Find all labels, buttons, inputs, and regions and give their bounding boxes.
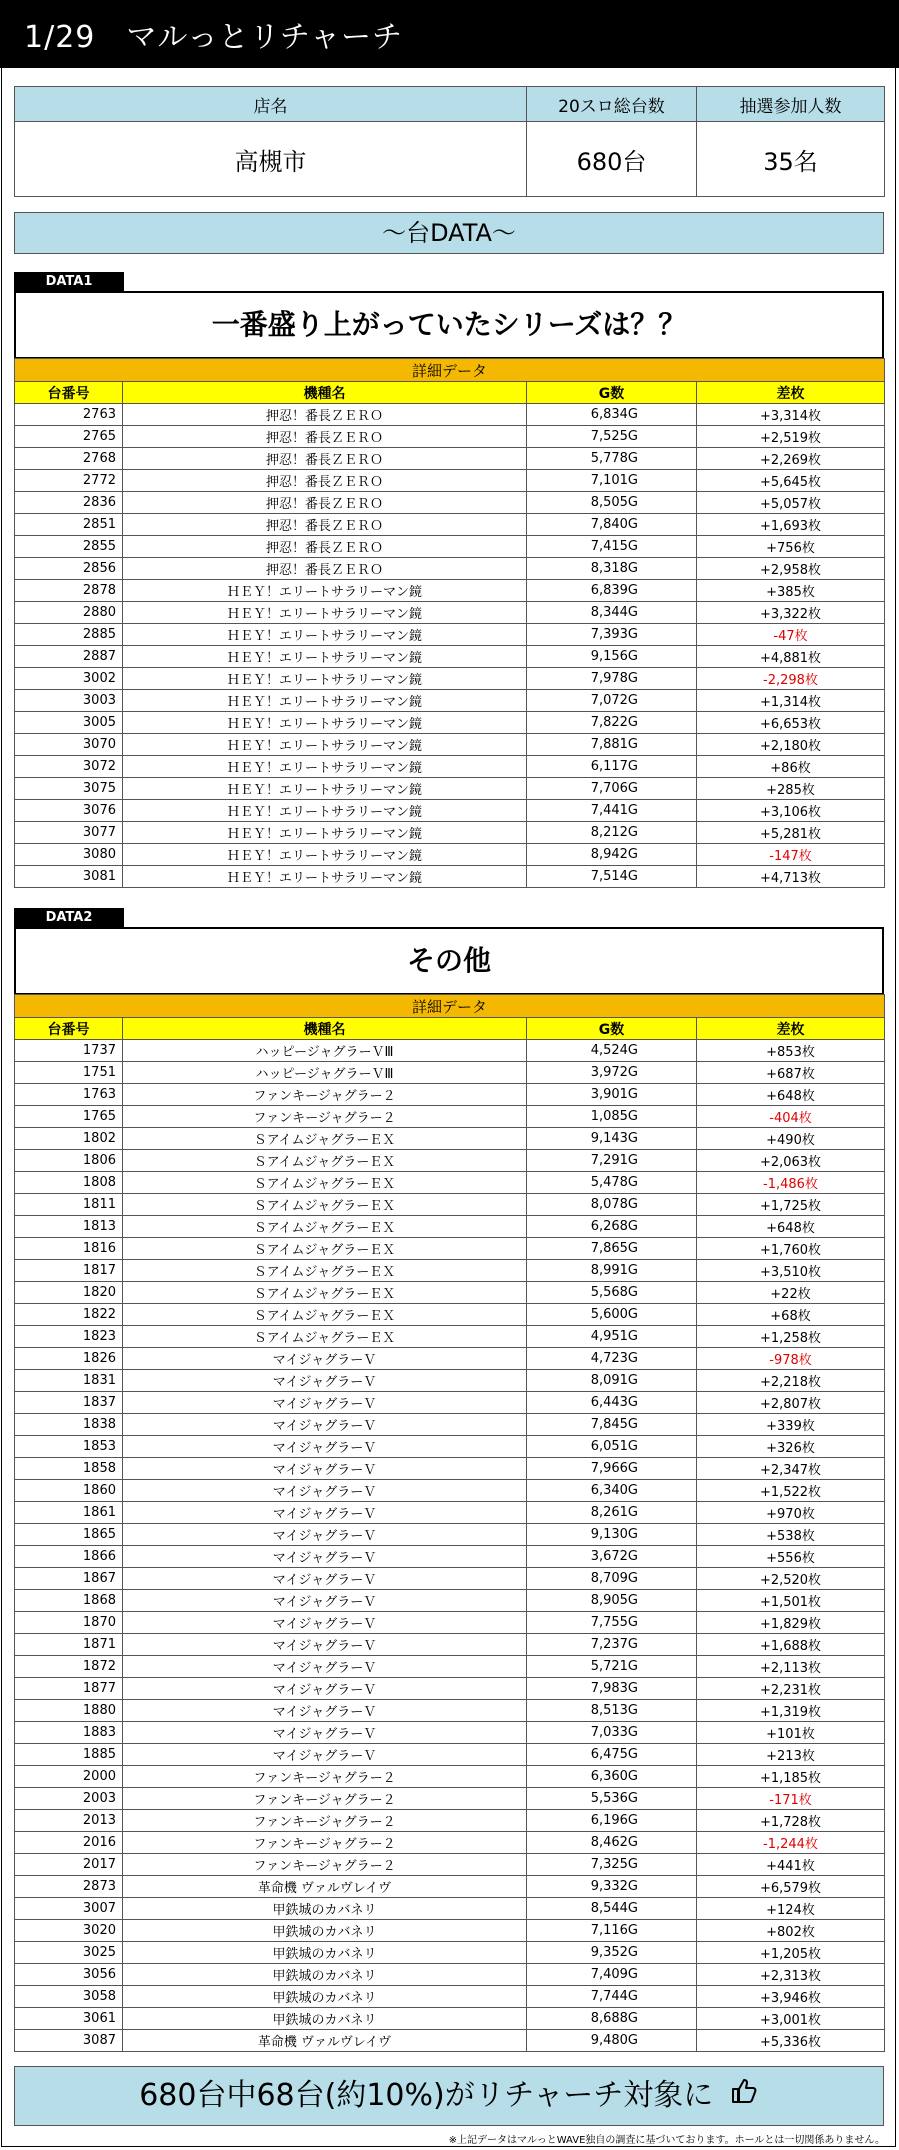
coin-difference: +22枚: [697, 1282, 885, 1304]
machine-number: 2836: [15, 492, 123, 514]
coin-difference: +1,522枚: [697, 1480, 885, 1502]
machine-number: 1816: [15, 1238, 123, 1260]
machine-number: 1808: [15, 1172, 123, 1194]
machine-number: 2017: [15, 1854, 123, 1876]
game-count: 5,568G: [527, 1282, 697, 1304]
game-count: 6,196G: [527, 1810, 697, 1832]
game-count: 8,505G: [527, 492, 697, 514]
game-count: 7,744G: [527, 1986, 697, 2008]
game-count: 9,143G: [527, 1128, 697, 1150]
data1-column-header: 機種名: [123, 382, 527, 404]
coin-difference: -404枚: [697, 1106, 885, 1128]
coin-difference: +1,728枚: [697, 1810, 885, 1832]
machine-number: 2878: [15, 580, 123, 602]
machine-model: ＳアイムジャグラーＥＸ: [123, 1128, 527, 1150]
machine-number: 1877: [15, 1678, 123, 1700]
machine-number: 2013: [15, 1810, 123, 1832]
game-count: 7,325G: [527, 1854, 697, 1876]
machine-model: マイジャグラーＶ: [123, 1744, 527, 1766]
machine-model: マイジャグラーＶ: [123, 1392, 527, 1414]
machine-number: 3002: [15, 668, 123, 690]
coin-difference: +5,645枚: [697, 470, 885, 492]
coin-difference: +2,807枚: [697, 1392, 885, 1414]
coin-difference: +648枚: [697, 1216, 885, 1238]
machine-model: マイジャグラーＶ: [123, 1722, 527, 1744]
coin-difference: +3,314枚: [697, 404, 885, 426]
machine-model: ファンキージャグラー２: [123, 1810, 527, 1832]
game-count: 8,709G: [527, 1568, 697, 1590]
machine-number: 2772: [15, 470, 123, 492]
machine-model: ファンキージャグラー２: [123, 1084, 527, 1106]
machine-model: ＨＥＹ！エリートサラリーマン鏡: [123, 734, 527, 756]
machine-model: 革命機 ヴァルヴレイヴ: [123, 1876, 527, 1898]
machine-number: 1885: [15, 1744, 123, 1766]
data2-column-header: 差枚: [697, 1018, 885, 1040]
game-count: 3,901G: [527, 1084, 697, 1106]
machine-model: マイジャグラーＶ: [123, 1414, 527, 1436]
game-count: 8,688G: [527, 2008, 697, 2030]
coin-difference: +802枚: [697, 1920, 885, 1942]
machine-model: 甲鉄城のカバネリ: [123, 1920, 527, 1942]
store-name-value: 高槻市: [15, 122, 527, 197]
machine-model: 甲鉄城のカバネリ: [123, 1942, 527, 1964]
machine-number: 1811: [15, 1194, 123, 1216]
machine-model: マイジャグラーＶ: [123, 1590, 527, 1612]
game-count: 3,672G: [527, 1546, 697, 1568]
game-count: 7,101G: [527, 470, 697, 492]
machine-number: 3003: [15, 690, 123, 712]
coin-difference: -47枚: [697, 624, 885, 646]
game-count: 4,524G: [527, 1040, 697, 1062]
game-count: 7,237G: [527, 1634, 697, 1656]
machine-number: 1867: [15, 1568, 123, 1590]
data1-column-header: G数: [527, 382, 697, 404]
coin-difference: -147枚: [697, 844, 885, 866]
coin-difference: +5,057枚: [697, 492, 885, 514]
machine-number: 1837: [15, 1392, 123, 1414]
coin-difference: +1,258枚: [697, 1326, 885, 1348]
coin-difference: +2,520枚: [697, 1568, 885, 1590]
machine-model: 押忍！番長ＺＥＲＯ: [123, 470, 527, 492]
game-count: 7,291G: [527, 1150, 697, 1172]
machine-number: 1860: [15, 1480, 123, 1502]
coin-difference: +3,510枚: [697, 1260, 885, 1282]
game-count: 7,840G: [527, 514, 697, 536]
machine-model: マイジャグラーＶ: [123, 1458, 527, 1480]
section-banner: ～台DATA～: [14, 212, 884, 254]
machine-model: 甲鉄城のカバネリ: [123, 1986, 527, 2008]
game-count: 7,865G: [527, 1238, 697, 1260]
data1-tag: DATA1: [14, 272, 124, 292]
participants-header: 抽選参加人数: [697, 87, 885, 122]
machine-model: 押忍！番長ＺＥＲＯ: [123, 536, 527, 558]
data1-column-header: 差枚: [697, 382, 885, 404]
machine-model: 押忍！番長ＺＥＲＯ: [123, 514, 527, 536]
game-count: 7,415G: [527, 536, 697, 558]
coin-difference: +2,347枚: [697, 1458, 885, 1480]
machine-model: ＳアイムジャグラーＥＸ: [123, 1304, 527, 1326]
machine-model: ＨＥＹ！エリートサラリーマン鏡: [123, 624, 527, 646]
total-machines-header: 20スロ総台数: [527, 87, 697, 122]
coin-difference: +3,322枚: [697, 602, 885, 624]
game-count: 9,130G: [527, 1524, 697, 1546]
coin-difference: +3,106枚: [697, 800, 885, 822]
coin-difference: +441枚: [697, 1854, 885, 1876]
coin-difference: +2,113枚: [697, 1656, 885, 1678]
coin-difference: +490枚: [697, 1128, 885, 1150]
machine-model: マイジャグラーＶ: [123, 1568, 527, 1590]
game-count: 6,360G: [527, 1766, 697, 1788]
machine-number: 3056: [15, 1964, 123, 1986]
machine-model: ＳアイムジャグラーＥＸ: [123, 1326, 527, 1348]
coin-difference: +853枚: [697, 1040, 885, 1062]
game-count: 8,091G: [527, 1370, 697, 1392]
machine-model: ＳアイムジャグラーＥＸ: [123, 1194, 527, 1216]
machine-number: 1751: [15, 1062, 123, 1084]
game-count: 8,078G: [527, 1194, 697, 1216]
coin-difference: +1,829枚: [697, 1612, 885, 1634]
machine-number: 1883: [15, 1722, 123, 1744]
machine-number: 2003: [15, 1788, 123, 1810]
coin-difference: -978枚: [697, 1348, 885, 1370]
game-count: 5,536G: [527, 1788, 697, 1810]
data2-column-header: 台番号: [15, 1018, 123, 1040]
game-count: 8,544G: [527, 1898, 697, 1920]
game-count: 8,212G: [527, 822, 697, 844]
machine-number: 1861: [15, 1502, 123, 1524]
coin-difference: +2,269枚: [697, 448, 885, 470]
total-machines-value: 680台: [527, 122, 697, 197]
game-count: 6,443G: [527, 1392, 697, 1414]
game-count: 6,117G: [527, 756, 697, 778]
coin-difference: -1,244枚: [697, 1832, 885, 1854]
game-count: 7,845G: [527, 1414, 697, 1436]
footnote: ※上記データはマルっとWAVE独自の調査に基づいております。ホールとは一切関係ありません。: [448, 2135, 885, 2146]
machine-model: 甲鉄城のカバネリ: [123, 2008, 527, 2030]
data2-tag: DATA2: [14, 908, 124, 928]
machine-model: ＳアイムジャグラーＥＸ: [123, 1282, 527, 1304]
machine-number: 1826: [15, 1348, 123, 1370]
coin-difference: +2,519枚: [697, 426, 885, 448]
game-count: 9,332G: [527, 1876, 697, 1898]
machine-number: 1880: [15, 1700, 123, 1722]
machine-number: 3061: [15, 2008, 123, 2030]
coin-difference: +3,946枚: [697, 1986, 885, 2008]
machine-model: ファンキージャグラー２: [123, 1106, 527, 1128]
machine-number: 3075: [15, 778, 123, 800]
machine-number: 2880: [15, 602, 123, 624]
machine-number: 2768: [15, 448, 123, 470]
machine-model: ファンキージャグラー２: [123, 1766, 527, 1788]
machine-number: 3081: [15, 866, 123, 888]
game-count: 8,513G: [527, 1700, 697, 1722]
game-count: 8,344G: [527, 602, 697, 624]
machine-model: ＨＥＹ！エリートサラリーマン鏡: [123, 690, 527, 712]
game-count: 8,318G: [527, 558, 697, 580]
machine-number: 1831: [15, 1370, 123, 1392]
machine-number: 1838: [15, 1414, 123, 1436]
machine-number: 3007: [15, 1898, 123, 1920]
game-count: 7,881G: [527, 734, 697, 756]
data1-column-header: 台番号: [15, 382, 123, 404]
machine-number: 2856: [15, 558, 123, 580]
machine-number: 1858: [15, 1458, 123, 1480]
coin-difference: +970枚: [697, 1502, 885, 1524]
coin-difference: +648枚: [697, 1084, 885, 1106]
machine-model: 押忍！番長ＺＥＲＯ: [123, 448, 527, 470]
coin-difference: +285枚: [697, 778, 885, 800]
machine-model: マイジャグラーＶ: [123, 1656, 527, 1678]
machine-model: 押忍！番長ＺＥＲＯ: [123, 558, 527, 580]
coin-difference: +556枚: [697, 1546, 885, 1568]
game-count: 6,839G: [527, 580, 697, 602]
game-count: 7,514G: [527, 866, 697, 888]
coin-difference: +1,185枚: [697, 1766, 885, 1788]
store-name-header: 店名: [15, 87, 527, 122]
coin-difference: +124枚: [697, 1898, 885, 1920]
machine-number: 3087: [15, 2030, 123, 2052]
coin-difference: +4,881枚: [697, 646, 885, 668]
game-count: 7,393G: [527, 624, 697, 646]
game-count: 5,478G: [527, 1172, 697, 1194]
coin-difference: +326枚: [697, 1436, 885, 1458]
machine-model: ＨＥＹ！エリートサラリーマン鏡: [123, 646, 527, 668]
machine-number: 1872: [15, 1656, 123, 1678]
machine-model: ＳアイムジャグラーＥＸ: [123, 1150, 527, 1172]
machine-number: 1865: [15, 1524, 123, 1546]
game-count: 7,755G: [527, 1612, 697, 1634]
game-count: 6,340G: [527, 1480, 697, 1502]
machine-model: マイジャグラーＶ: [123, 1502, 527, 1524]
machine-number: 1765: [15, 1106, 123, 1128]
coin-difference: +213枚: [697, 1744, 885, 1766]
data1-title: 一番盛り上がっていたシリーズは？？: [14, 291, 884, 359]
game-count: 7,525G: [527, 426, 697, 448]
machine-model: ファンキージャグラー２: [123, 1854, 527, 1876]
machine-model: マイジャグラーＶ: [123, 1612, 527, 1634]
machine-number: 1866: [15, 1546, 123, 1568]
game-count: 5,778G: [527, 448, 697, 470]
game-count: 5,600G: [527, 1304, 697, 1326]
machine-model: ハッピージャグラーＶⅢ: [123, 1062, 527, 1084]
coin-difference: +68枚: [697, 1304, 885, 1326]
coin-difference: +4,713枚: [697, 866, 885, 888]
game-count: 9,156G: [527, 646, 697, 668]
machine-model: ＨＥＹ！エリートサラリーマン鏡: [123, 602, 527, 624]
coin-difference: +5,281枚: [697, 822, 885, 844]
game-count: 7,441G: [527, 800, 697, 822]
machine-number: 1763: [15, 1084, 123, 1106]
coin-difference: +1,760枚: [697, 1238, 885, 1260]
machine-model: ＨＥＹ！エリートサラリーマン鏡: [123, 800, 527, 822]
game-count: 8,462G: [527, 1832, 697, 1854]
coin-difference: +1,688枚: [697, 1634, 885, 1656]
coin-difference: +2,313枚: [697, 1964, 885, 1986]
machine-model: ハッピージャグラーＶⅢ: [123, 1040, 527, 1062]
machine-model: マイジャグラーＶ: [123, 1546, 527, 1568]
summary-text: 680台中68台(約10%)がリチャーチ対象に: [139, 2078, 714, 2113]
coin-difference: +2,958枚: [697, 558, 885, 580]
coin-difference: +2,180枚: [697, 734, 885, 756]
participants-value: 35名: [697, 122, 885, 197]
machine-model: ＳアイムジャグラーＥＸ: [123, 1216, 527, 1238]
machine-model: ＨＥＹ！エリートサラリーマン鏡: [123, 580, 527, 602]
machine-model: マイジャグラーＶ: [123, 1524, 527, 1546]
data2-column-header: G数: [527, 1018, 697, 1040]
coin-difference: -171枚: [697, 1788, 885, 1810]
coin-difference: -1,486枚: [697, 1172, 885, 1194]
machine-model: マイジャグラーＶ: [123, 1370, 527, 1392]
machine-number: 2765: [15, 426, 123, 448]
game-count: 9,480G: [527, 2030, 697, 2052]
machine-number: 2000: [15, 1766, 123, 1788]
coin-difference: +1,693枚: [697, 514, 885, 536]
coin-difference: +339枚: [697, 1414, 885, 1436]
machine-model: 革命機 ヴァルヴレイヴ: [123, 2030, 527, 2052]
game-count: 8,905G: [527, 1590, 697, 1612]
page-title: 1/29 マルっとリチャーチ: [24, 20, 403, 55]
game-count: 4,951G: [527, 1326, 697, 1348]
machine-model: 押忍！番長ＺＥＲＯ: [123, 404, 527, 426]
coin-difference: +385枚: [697, 580, 885, 602]
game-count: 8,942G: [527, 844, 697, 866]
game-count: 7,033G: [527, 1722, 697, 1744]
game-count: 6,051G: [527, 1436, 697, 1458]
machine-number: 2887: [15, 646, 123, 668]
game-count: 6,268G: [527, 1216, 697, 1238]
machine-model: 押忍！番長ＺＥＲＯ: [123, 426, 527, 448]
coin-difference: +1,319枚: [697, 1700, 885, 1722]
machine-number: 1820: [15, 1282, 123, 1304]
machine-model: マイジャグラーＶ: [123, 1480, 527, 1502]
machine-model: マイジャグラーＶ: [123, 1348, 527, 1370]
machine-number: 2885: [15, 624, 123, 646]
game-count: 8,991G: [527, 1260, 697, 1282]
page-frame: [1, 1, 896, 2147]
machine-model: ＨＥＹ！エリートサラリーマン鏡: [123, 778, 527, 800]
machine-model: マイジャグラーＶ: [123, 1678, 527, 1700]
machine-number: 2855: [15, 536, 123, 558]
game-count: 7,966G: [527, 1458, 697, 1480]
machine-model: マイジャグラーＶ: [123, 1700, 527, 1722]
coin-difference: +101枚: [697, 1722, 885, 1744]
machine-model: ＳアイムジャグラーＥＸ: [123, 1238, 527, 1260]
data1-caption: 詳細データ: [15, 359, 885, 382]
game-count: 7,116G: [527, 1920, 697, 1942]
game-count: 8,261G: [527, 1502, 697, 1524]
coin-difference: +6,579枚: [697, 1876, 885, 1898]
coin-difference: +538枚: [697, 1524, 885, 1546]
machine-number: 3076: [15, 800, 123, 822]
game-count: 9,352G: [527, 1942, 697, 1964]
machine-model: ＨＥＹ！エリートサラリーマン鏡: [123, 844, 527, 866]
data2-caption: 詳細データ: [15, 995, 885, 1018]
game-count: 3,972G: [527, 1062, 697, 1084]
game-count: 6,834G: [527, 404, 697, 426]
machine-number: 2016: [15, 1832, 123, 1854]
machine-number: 3072: [15, 756, 123, 778]
machine-number: 2851: [15, 514, 123, 536]
game-count: 7,072G: [527, 690, 697, 712]
machine-number: 3080: [15, 844, 123, 866]
game-count: 7,978G: [527, 668, 697, 690]
coin-difference: +6,653枚: [697, 712, 885, 734]
game-count: 6,475G: [527, 1744, 697, 1766]
machine-number: 3005: [15, 712, 123, 734]
machine-model: ＨＥＹ！エリートサラリーマン鏡: [123, 668, 527, 690]
machine-model: ＨＥＹ！エリートサラリーマン鏡: [123, 866, 527, 888]
machine-number: 1871: [15, 1634, 123, 1656]
machine-model: マイジャグラーＶ: [123, 1436, 527, 1458]
machine-number: 1822: [15, 1304, 123, 1326]
machine-number: 1868: [15, 1590, 123, 1612]
machine-model: ＨＥＹ！エリートサラリーマン鏡: [123, 756, 527, 778]
game-count: 7,983G: [527, 1678, 697, 1700]
machine-number: 3058: [15, 1986, 123, 2008]
coin-difference: +1,501枚: [697, 1590, 885, 1612]
machine-number: 3070: [15, 734, 123, 756]
machine-model: 甲鉄城のカバネリ: [123, 1898, 527, 1920]
coin-difference: +1,314枚: [697, 690, 885, 712]
machine-number: 1737: [15, 1040, 123, 1062]
data2-column-header: 機種名: [123, 1018, 527, 1040]
coin-difference: -2,298枚: [697, 668, 885, 690]
coin-difference: +2,231枚: [697, 1678, 885, 1700]
machine-model: ＳアイムジャグラーＥＸ: [123, 1260, 527, 1282]
machine-model: ファンキージャグラー２: [123, 1788, 527, 1810]
machine-model: ＨＥＹ！エリートサラリーマン鏡: [123, 822, 527, 844]
data2-title: その他: [14, 927, 884, 995]
machine-number: 2873: [15, 1876, 123, 1898]
machine-model: マイジャグラーＶ: [123, 1634, 527, 1656]
coin-difference: +1,725枚: [697, 1194, 885, 1216]
machine-number: 3020: [15, 1920, 123, 1942]
game-count: 1,085G: [527, 1106, 697, 1128]
coin-difference: +86枚: [697, 756, 885, 778]
coin-difference: +3,001枚: [697, 2008, 885, 2030]
machine-number: 3077: [15, 822, 123, 844]
machine-model: ファンキージャグラー２: [123, 1832, 527, 1854]
machine-number: 1802: [15, 1128, 123, 1150]
machine-model: ＳアイムジャグラーＥＸ: [123, 1172, 527, 1194]
machine-number: 1817: [15, 1260, 123, 1282]
game-count: 7,409G: [527, 1964, 697, 1986]
coin-difference: +2,218枚: [697, 1370, 885, 1392]
game-count: 7,822G: [527, 712, 697, 734]
machine-number: 1853: [15, 1436, 123, 1458]
game-count: 5,721G: [527, 1656, 697, 1678]
machine-number: 2763: [15, 404, 123, 426]
machine-number: 1813: [15, 1216, 123, 1238]
coin-difference: +756枚: [697, 536, 885, 558]
game-count: 7,706G: [527, 778, 697, 800]
coin-difference: +687枚: [697, 1062, 885, 1084]
machine-number: 1806: [15, 1150, 123, 1172]
game-count: 4,723G: [527, 1348, 697, 1370]
coin-difference: +5,336枚: [697, 2030, 885, 2052]
coin-difference: +1,205枚: [697, 1942, 885, 1964]
coin-difference: +2,063枚: [697, 1150, 885, 1172]
machine-model: 甲鉄城のカバネリ: [123, 1964, 527, 1986]
machine-number: 1823: [15, 1326, 123, 1348]
machine-model: 押忍！番長ＺＥＲＯ: [123, 492, 527, 514]
machine-model: ＨＥＹ！エリートサラリーマン鏡: [123, 712, 527, 734]
machine-number: 3025: [15, 1942, 123, 1964]
machine-number: 1870: [15, 1612, 123, 1634]
